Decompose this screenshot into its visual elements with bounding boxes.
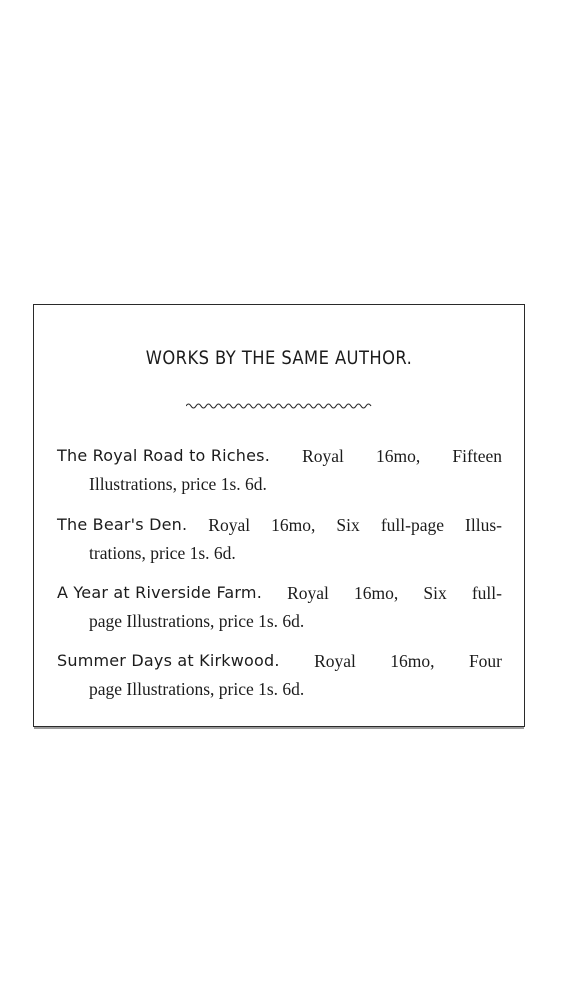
- book-entry: [57, 442, 502, 498]
- book-title: Summer Days at Kirkwood.: [57, 651, 280, 670]
- page-heading: WORKS BY THE SAME AUTHOR.: [145, 347, 413, 369]
- entry-word: Six: [336, 515, 360, 535]
- book-title: The Bear's Den.: [57, 515, 188, 534]
- entry-word: Royal: [208, 515, 251, 535]
- entry-word: 16mo,: [390, 651, 435, 671]
- entry-word: full-: [471, 583, 502, 603]
- entry-continuation: trations, price 1s. 6d.: [89, 543, 236, 563]
- entry-word: Royal: [314, 651, 356, 671]
- entry-first-line: [57, 579, 502, 607]
- entry-word: Fifteen: [452, 446, 502, 466]
- book-title: The Royal Road to Riches.: [57, 446, 270, 465]
- book-entry: [57, 511, 502, 567]
- book-title: A Year at Riverside Farm.: [57, 583, 262, 602]
- entry-first-line: [57, 647, 502, 675]
- entry-first-line: [57, 442, 502, 470]
- entry-word: Illus-: [465, 515, 502, 535]
- entry-word: 16mo,: [271, 515, 316, 535]
- entry-word: 16mo,: [376, 446, 421, 466]
- entry-word: Six: [423, 583, 447, 603]
- entry-continuation: Illustrations, price 1s. 6d.: [89, 474, 267, 494]
- entry-first-line: [57, 511, 502, 539]
- book-entry: [57, 647, 502, 703]
- entry-word: 16mo,: [354, 583, 399, 603]
- wavy-rule-ornament: [186, 401, 374, 411]
- entry-word: Royal: [287, 583, 329, 603]
- entry-continuation: page Illustrations, price 1s. 6d.: [89, 611, 305, 631]
- entry-word: full-page: [380, 515, 444, 535]
- entry-word: Royal: [302, 446, 344, 466]
- entry-continuation: page Illustrations, price 1s. 6d.: [89, 679, 305, 699]
- advertisement-box: [33, 304, 525, 727]
- book-entry: [57, 579, 502, 635]
- entry-word: Four: [468, 651, 502, 671]
